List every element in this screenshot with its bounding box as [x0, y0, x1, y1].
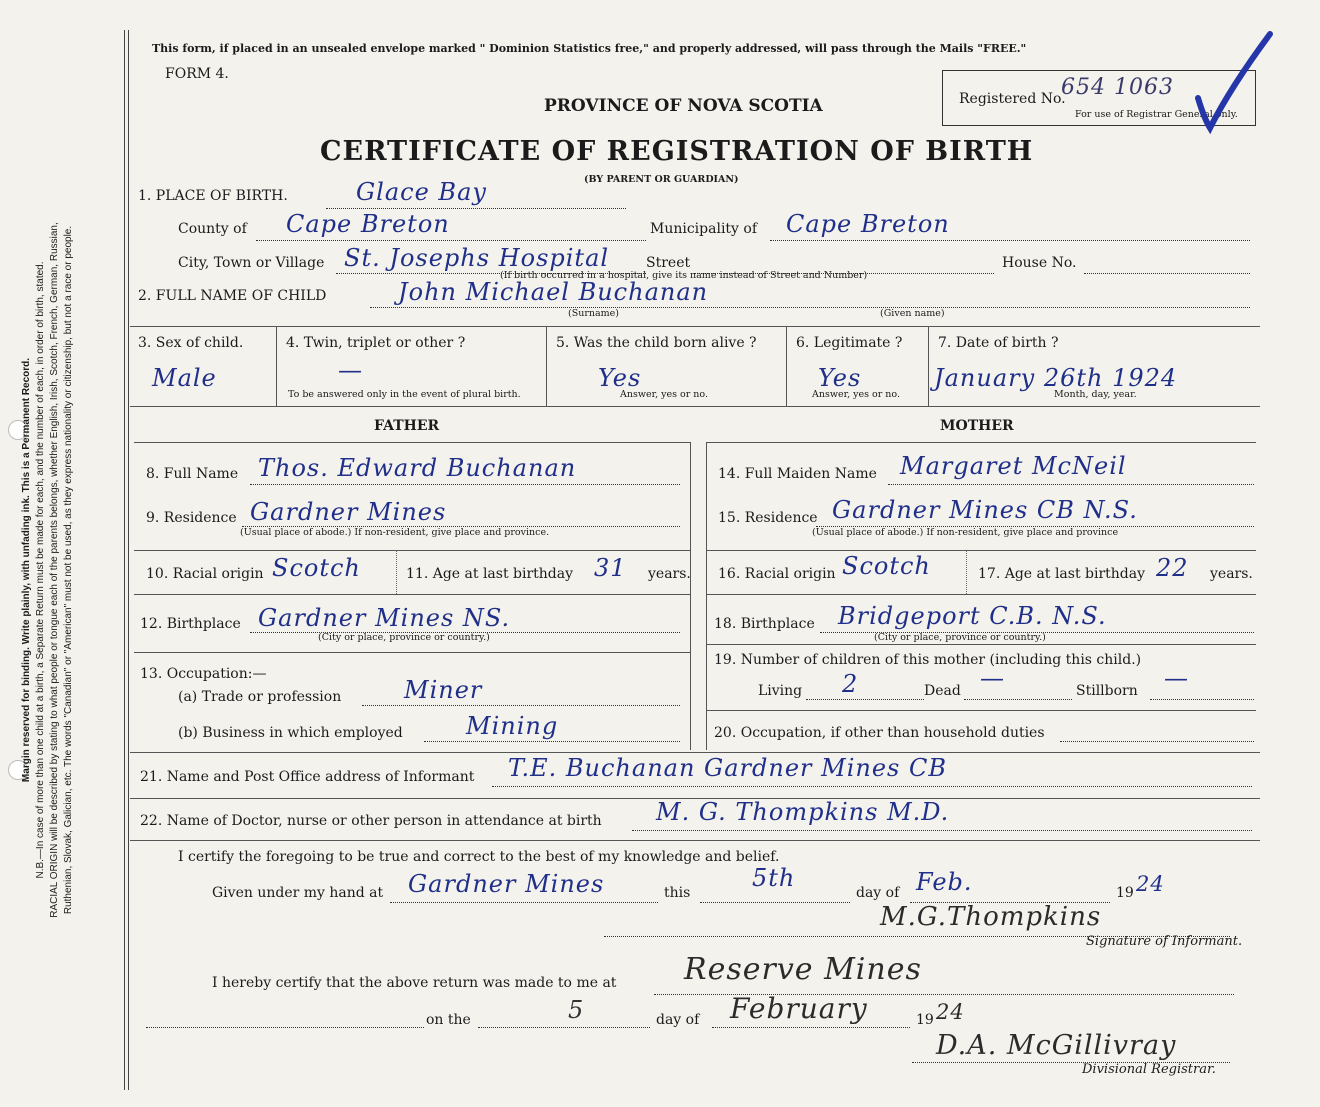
father-age-value: 31	[594, 554, 627, 582]
registrar-signature: D.A. McGillivray	[936, 1030, 1177, 1061]
page-title: CERTIFICATE OF REGISTRATION OF BIRTH	[320, 136, 1034, 167]
surname-note: (Surname)	[568, 308, 619, 319]
province-title: PROVINCE OF NOVA SCOTIA	[544, 96, 823, 116]
form-number: FORM 4.	[165, 66, 229, 82]
father-occupation-label: 13. Occupation:—	[140, 666, 267, 682]
father-trade-label: (a) Trade or profession	[178, 689, 342, 705]
alive-note: Answer, yes or no.	[620, 389, 709, 400]
registered-number: 654 1063	[1061, 75, 1174, 100]
mother-birthplace-label: 18. Birthplace	[714, 616, 815, 632]
registrar-month-value: February	[730, 992, 868, 1025]
given-place-value: Gardner Mines	[408, 870, 605, 898]
place-of-birth-value: Glace Bay	[356, 178, 487, 206]
registrar-year-value: 24	[936, 1000, 965, 1024]
father-race-label: 10. Racial origin	[146, 566, 264, 582]
postal-notice: This form, if placed in an unsealed envelope marked " Dominion Statistics free," and properly addressed, will pass through the Mails "FREE."	[152, 42, 1027, 55]
father-race-value: Scotch	[272, 554, 361, 582]
father-residence-label: 9. Residence	[146, 510, 237, 526]
father-age-label: 11. Age at last birthday	[406, 566, 574, 582]
mother-name-value: Margaret McNeil	[900, 452, 1127, 480]
dob-value: January 26th 1924	[934, 364, 1178, 392]
mother-residence-label: 15. Residence	[718, 510, 818, 526]
given-label: Given under my hand at	[212, 885, 384, 901]
mother-living-value: 2	[842, 670, 859, 698]
margin-line: Margin reserved for binding. Write plainly, with unfading ink. This is a Permanent Record.	[21, 357, 32, 783]
check-mark-icon	[1190, 28, 1280, 138]
father-business-value: Mining	[466, 712, 559, 740]
legitimate-label: 6. Legitimate ?	[796, 335, 903, 351]
mother-age-value: 22	[1156, 554, 1189, 582]
registrar-on-label: on the	[426, 1012, 471, 1028]
given-year-value: 24	[1136, 872, 1165, 896]
margin-line: N.B.—In case of more than one child at a birth, a Separate Return must be made for each, and the number of each, in order of birth, stated.	[35, 261, 46, 879]
hospital-note: (If birth occurred in a hospital, give its name instead of Street and Number)	[500, 270, 868, 281]
alive-value: Yes	[598, 364, 642, 392]
alive-label: 5. Was the child born alive ?	[556, 335, 757, 351]
this-label: this	[664, 885, 691, 901]
mother-heading: MOTHER	[940, 418, 1014, 434]
given-dayof-label: day of	[856, 885, 900, 901]
mother-race-value: Scotch	[842, 552, 931, 580]
given-month-value: Feb.	[916, 868, 973, 896]
registrar-note: For use of Registrar General only.	[1075, 109, 1238, 120]
given-year-prefix: 19	[1116, 885, 1134, 901]
legitimate-note: Answer, yes or no.	[812, 389, 901, 400]
mother-dead-label: Dead	[924, 683, 961, 699]
given-day-value: 5th	[752, 864, 796, 892]
mother-birthplace-note: (City or place, province or country.)	[874, 632, 1046, 643]
father-business-label: (b) Business in which employed	[178, 725, 403, 741]
registered-label: Registered No.	[959, 91, 1066, 107]
legitimate-value: Yes	[818, 364, 862, 392]
child-name-label: 2. FULL NAME OF CHILD	[138, 288, 327, 304]
father-birthplace-label: 12. Birthplace	[140, 616, 241, 632]
margin-rule	[128, 30, 129, 1090]
mother-stillborn-value: —	[1164, 664, 1189, 692]
registrar-year-prefix: 19	[916, 1012, 934, 1028]
informant-value: T.E. Buchanan Gardner Mines CB	[508, 754, 947, 782]
informant-signature-label: Signature of Informant.	[1086, 934, 1243, 949]
registrar-place-value: Reserve Mines	[684, 952, 922, 987]
county-value: Cape Breton	[286, 210, 450, 238]
father-birthplace-value: Gardner Mines NS.	[258, 604, 511, 632]
margin-instructions	[20, 70, 120, 1070]
mother-dead-value: —	[980, 664, 1005, 692]
mother-occupation-label: 20. Occupation, if other than household duties	[714, 725, 1045, 741]
county-label: County of	[178, 221, 247, 237]
doctor-value: M. G. Thompkins M.D.	[656, 798, 950, 826]
twin-label: 4. Twin, triplet or other ?	[286, 335, 466, 351]
registrar-statement: I hereby certify that the above return was made to me at	[212, 975, 617, 991]
mother-years: years.	[1210, 566, 1253, 582]
city-value: St. Josephs Hospital	[344, 244, 610, 272]
father-name-label: 8. Full Name	[146, 466, 239, 482]
street-label: Street	[646, 255, 691, 271]
informant-label: 21. Name and Post Office address of Informant	[140, 769, 475, 785]
father-heading: FATHER	[374, 418, 440, 434]
city-label: City, Town or Village	[178, 255, 325, 271]
registrar-day-value: 5	[568, 996, 585, 1024]
mother-residence-note: (Usual place of abode.) If non-resident, give place and province	[812, 527, 1119, 538]
certify-statement: I certify the foregoing to be true and correct to the best of my knowledge and belief.	[178, 849, 780, 865]
registrar-title: Divisional Registrar.	[1082, 1062, 1216, 1077]
father-name-value: Thos. Edward Buchanan	[258, 454, 577, 482]
house-label: House No.	[1002, 255, 1077, 271]
father-years: years.	[648, 566, 691, 582]
registrar-dayof-label: day of	[656, 1012, 700, 1028]
mother-children-label: 19. Number of children of this mother (including this child.)	[714, 652, 1142, 668]
given-name-note: (Given name)	[880, 308, 945, 319]
margin-line: RACIAL ORIGIN will be described by stating to what people or tongue each of the parents belongs, whether English, Irish, Scotch, French, German, Russian,	[49, 222, 60, 918]
mother-name-label: 14. Full Maiden Name	[718, 466, 877, 482]
margin-line: Ruthenian, Slovak, Galician, etc. The words "Canadian" or "American" must not be used, as they express nationality or citizenship, but not a race or people.	[63, 225, 74, 915]
mother-age-label: 17. Age at last birthday	[978, 566, 1146, 582]
sex-label: 3. Sex of child.	[138, 335, 244, 351]
sex-value: Male	[152, 364, 217, 392]
dob-label: 7. Date of birth ?	[938, 335, 1059, 351]
father-birthplace-note: (City or place, province or country.)	[318, 632, 490, 643]
twin-value: —	[338, 356, 363, 384]
municipality-label: Municipality of	[650, 221, 758, 237]
twin-note: To be answered only in the event of plural birth.	[288, 389, 521, 400]
mother-living-label: Living	[758, 683, 803, 699]
father-residence-note: (Usual place of abode.) If non-resident, give place and province.	[240, 527, 550, 538]
margin-rule	[124, 30, 125, 1090]
doctor-label: 22. Name of Doctor, nurse or other person in attendance at birth	[140, 813, 602, 829]
mother-stillborn-label: Stillborn	[1076, 683, 1138, 699]
father-trade-value: Miner	[404, 676, 483, 704]
informant-signature: M.G.Thompkins	[880, 902, 1102, 932]
municipality-value: Cape Breton	[786, 210, 950, 238]
mother-residence-value: Gardner Mines CB N.S.	[832, 496, 1138, 524]
father-residence-value: Gardner Mines	[250, 498, 447, 526]
place-of-birth-label: 1. PLACE OF BIRTH.	[138, 188, 288, 204]
mother-race-label: 16. Racial origin	[718, 566, 836, 582]
mother-birthplace-value: Bridgeport C.B. N.S.	[838, 602, 1107, 630]
dob-note: Month, day, year.	[1054, 389, 1137, 400]
page-subtitle: (BY PARENT OR GUARDIAN)	[584, 174, 739, 185]
child-name-value: John Michael Buchanan	[398, 278, 709, 306]
